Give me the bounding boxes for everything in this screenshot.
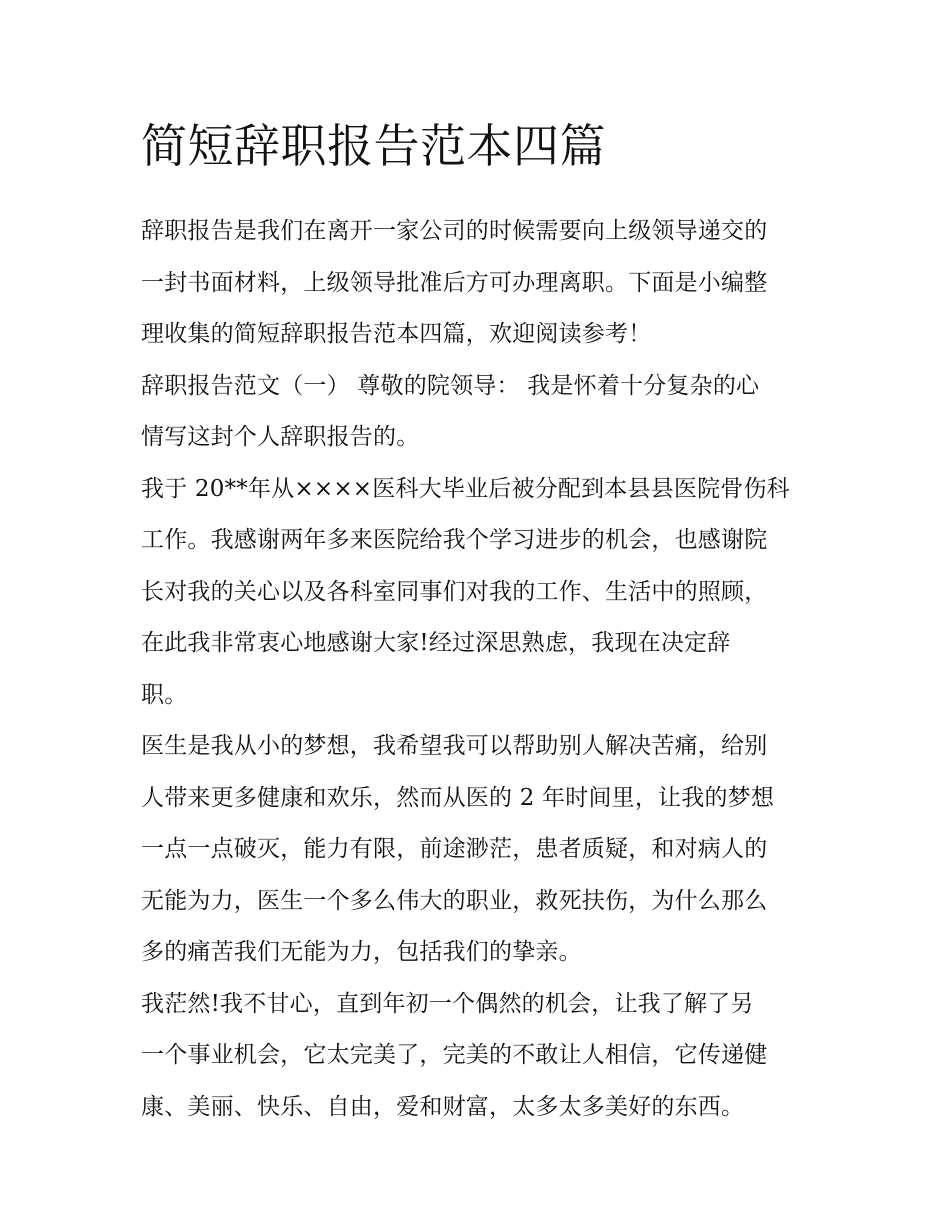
paragraph-line: 职。 [141, 681, 188, 708]
document-title: 简短辞职报告范本四篇 [141, 119, 606, 173]
paragraph-line: 康、美丽、快乐、自由，爱和财富，太多太多美好的东西。 [141, 1093, 745, 1120]
paragraph-line: 辞职报告是我们在离开一家公司的时候需要向上级领导递交的 [141, 218, 768, 244]
paragraph-line: 我于 20**年从××××医科大毕业后被分配到本县县医院骨伤科 [141, 475, 790, 502]
new-opportunity-paragraph [141, 979, 813, 1134]
paragraph-line: 理收集的简短辞职报告范本四篇，欢迎阅读参考！ [141, 321, 652, 347]
paragraph-line: 无能为力，医生一个多么伟大的职业，救死扶伤，为什么那么 [141, 887, 768, 914]
paragraph-line: 情写这封个人辞职报告的。 [141, 424, 420, 450]
background-paragraph [141, 464, 813, 722]
paragraph-line: 工作。我感谢两年多来医院给我个学习进步的机会，也感谢院 [141, 527, 768, 553]
paragraph-line: 长对我的关心以及各科室同事们对我的工作、生活中的照顾， [141, 578, 768, 605]
paragraph-line: 一个事业机会，它太完美了，完美的不敢让人相信，它传递健 [141, 1042, 768, 1068]
document-body [141, 112, 813, 1133]
reason-paragraph [141, 721, 813, 979]
paragraph-line: 一点一点破灭，能力有限，前途渺茫，患者质疑，和对病人的 [141, 836, 768, 862]
paragraph-line: 在此我非常衷心地感谢大家!经过深思熟虑，我现在决定辞 [141, 630, 731, 656]
paragraph-line: 医生是我从小的梦想，我希望我可以帮助别人解决苦痛，给别 [141, 733, 768, 759]
sample-one-greeting-paragraph [141, 361, 813, 464]
paragraph-line: 一封书面材料，上级领导批准后方可办理离职。下面是小编整 [141, 269, 768, 296]
intro-paragraph [141, 206, 813, 361]
paragraph-line: 我茫然!我不甘心，直到年初一个偶然的机会，让我了解了另 [141, 990, 754, 1017]
paragraph-line: 多的痛苦我们无能为力，包括我们的挚亲。 [141, 939, 582, 965]
paragraph-line: 辞职报告范文（一） 尊敬的院领导： 我是怀着十分复杂的心 [141, 372, 760, 399]
paragraph-line: 人带来更多健康和欢乐，然而从医的 2 年时间里，让我的梦想 [141, 784, 775, 811]
